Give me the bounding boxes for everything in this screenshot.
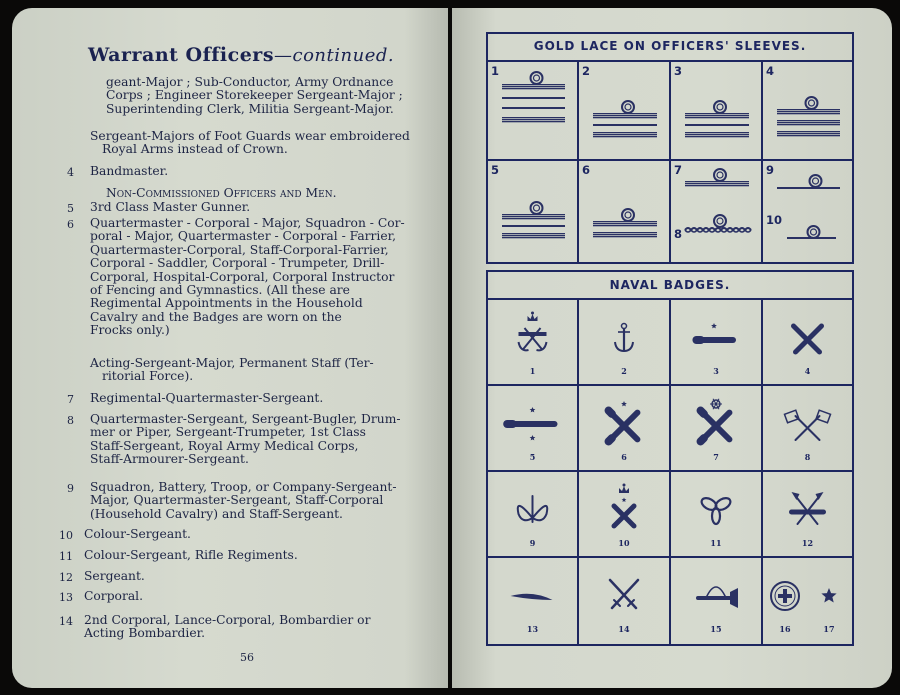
entry-line: Bandmaster. xyxy=(90,164,169,178)
entry-line: Non-Commissioned Officers and Men. xyxy=(106,186,337,200)
entry-text xyxy=(90,392,430,405)
lace-cell-number: 2 xyxy=(582,64,591,78)
entry-text xyxy=(90,217,436,338)
entry-line: mer or Piper, Sergeant-Trumpeter, 1st Class xyxy=(90,425,366,440)
badge-number: 3 xyxy=(713,366,719,376)
lace-stripes-icon xyxy=(763,161,852,258)
gold-lace-table xyxy=(486,32,854,264)
entry-number: 13 xyxy=(59,591,73,604)
entry-line: Regimental Appointments in the Household xyxy=(90,296,363,311)
badge-number: 5 xyxy=(529,452,536,462)
entry-text xyxy=(90,165,430,178)
entry-number: 4 xyxy=(67,166,74,179)
heading-continued: —continued. xyxy=(274,45,395,66)
lace-cell-number: 3 xyxy=(674,64,683,78)
right-page xyxy=(452,8,892,688)
entry-line: ritorial Force). xyxy=(102,369,194,384)
entry-number: 5 xyxy=(67,202,74,215)
entry-text xyxy=(106,187,426,200)
entry-line: Royal Arms instead of Crown. xyxy=(102,142,288,157)
left-page xyxy=(12,8,448,688)
entry-text xyxy=(90,481,436,521)
badge-number: 16 xyxy=(779,624,791,634)
lace-stripes-icon xyxy=(671,62,761,159)
badge-number: 9 xyxy=(529,538,536,548)
lace-cell-number: 5 xyxy=(491,163,500,177)
lace-stripes-icon xyxy=(671,161,761,258)
entry-text xyxy=(90,201,430,214)
entry-text xyxy=(84,528,424,541)
entry-text xyxy=(90,357,436,384)
entry-line: Sergeant-Majors of Foot Guards wear embroidered xyxy=(90,129,410,143)
lace-cell-number: 10 xyxy=(766,213,783,227)
entry-line: 2nd Corporal, Lance-Corporal, Bombardier or xyxy=(84,613,371,627)
naval-badges-table xyxy=(486,270,854,646)
entry-line: Superintending Clerk, Militia Sergeant-Major. xyxy=(106,101,394,116)
entry-line: Corps ; Engineer Storekeeper Sergeant-Major ; xyxy=(106,88,403,103)
badge-number: 6 xyxy=(621,452,627,462)
badge-number: 12 xyxy=(801,538,814,548)
entry-number: 10 xyxy=(59,529,73,542)
badge-number: 8 xyxy=(804,452,811,462)
entry-line: (Household Cavalry) and Staff-Sergeant. xyxy=(90,506,343,521)
entry-text xyxy=(106,76,436,116)
lace-cell-number: 8 xyxy=(674,227,683,241)
entry-line: Quartermaster-Sergeant, Sergeant-Bugler, Drum- xyxy=(90,412,401,426)
lace-cell-number: 7 xyxy=(674,163,683,177)
entry-number: 9 xyxy=(67,482,74,495)
badge-number: 1 xyxy=(529,366,536,376)
gold-lace-title: GOLD LACE ON OFFICERS' SLEEVES. xyxy=(533,39,807,53)
lace-stripes-icon xyxy=(488,62,577,159)
entry-line: Cavalry and the Badges are worn on the xyxy=(90,309,342,324)
lace-stripes-icon xyxy=(763,62,852,159)
entry-line: Staff-Armourer-Sergeant. xyxy=(90,452,249,467)
entry-text xyxy=(84,549,424,562)
entry-text xyxy=(84,614,430,641)
entry-line: Acting-Sergeant-Major, Permanent Staff (Ter- xyxy=(90,356,374,370)
heading-text: Warrant Officers xyxy=(88,44,275,66)
page-number: 56 xyxy=(240,651,254,664)
entry-line: Colour-Sergeant, Rifle Regiments. xyxy=(84,548,298,562)
entry-line: Acting Bombardier. xyxy=(84,626,206,641)
entry-line: poral - Major, Quartermaster - Corporal - Farrier, xyxy=(90,229,397,244)
badge-number: 17 xyxy=(823,624,835,634)
entry-line: Squadron, Battery, Troop, or Company-Sergeant- xyxy=(90,480,397,494)
entry-line: of Fencing and Gymnastics. (All these are xyxy=(90,283,350,298)
entry-line: Quartermaster - Corporal - Major, Squadron - Cor- xyxy=(90,216,405,230)
lace-cell-number: 6 xyxy=(582,163,591,177)
lace-cell-number: 4 xyxy=(766,64,775,78)
lace-stripes-icon xyxy=(579,62,669,159)
entry-line: Frocks only.) xyxy=(90,323,170,338)
entry-number: 8 xyxy=(67,414,74,427)
entry-line: 3rd Class Master Gunner. xyxy=(90,200,251,214)
badge-number: 11 xyxy=(710,538,722,548)
entry-number: 14 xyxy=(59,615,73,628)
entry-line: Corporal, Hospital-Corporal, Corporal Instructor xyxy=(90,269,395,284)
entry-line: Quartermaster-Corporal, Staff-Corporal-Farrier, xyxy=(90,242,389,257)
entry-text xyxy=(84,590,424,603)
entry-text xyxy=(90,130,436,157)
entry-line: Colour-Sergeant. xyxy=(84,527,191,541)
badge-number: 7 xyxy=(713,452,719,462)
entry-line: Corporal - Saddler, Corporal - Trumpeter, Drill- xyxy=(90,256,385,271)
entry-line: Sergeant. xyxy=(84,569,145,583)
badge-number: 13 xyxy=(526,624,539,634)
entry-number: 11 xyxy=(59,550,73,563)
entry-text xyxy=(90,413,436,467)
entry-number: 12 xyxy=(59,571,73,584)
entry-line: Regimental-Quartermaster-Sergeant. xyxy=(90,391,324,405)
page-heading xyxy=(88,44,394,66)
entry-line: Major, Quartermaster-Sergeant, Staff-Corporal xyxy=(90,493,384,508)
badge-number: 10 xyxy=(618,538,630,548)
entry-line: geant-Major ; Sub-Conductor, Army Ordnance xyxy=(106,75,394,89)
badge-number: 14 xyxy=(618,624,630,634)
entry-line: Staff-Sergeant, Royal Army Medical Corps, xyxy=(90,438,359,453)
naval-badges-title: NAVAL BADGES. xyxy=(609,278,731,292)
badge-number: 4 xyxy=(804,366,811,376)
lace-cell-number: 9 xyxy=(766,163,775,177)
lace-cell-number: 1 xyxy=(491,64,500,78)
lace-stripes-icon xyxy=(579,161,669,258)
entry-number: 6 xyxy=(67,218,74,231)
entry-line: Corporal. xyxy=(84,589,144,603)
entry-number: 7 xyxy=(67,393,74,406)
badge-number: 2 xyxy=(621,366,627,376)
badge-number: 15 xyxy=(710,624,722,634)
lace-stripes-icon xyxy=(488,161,577,258)
entry-text xyxy=(84,570,424,583)
